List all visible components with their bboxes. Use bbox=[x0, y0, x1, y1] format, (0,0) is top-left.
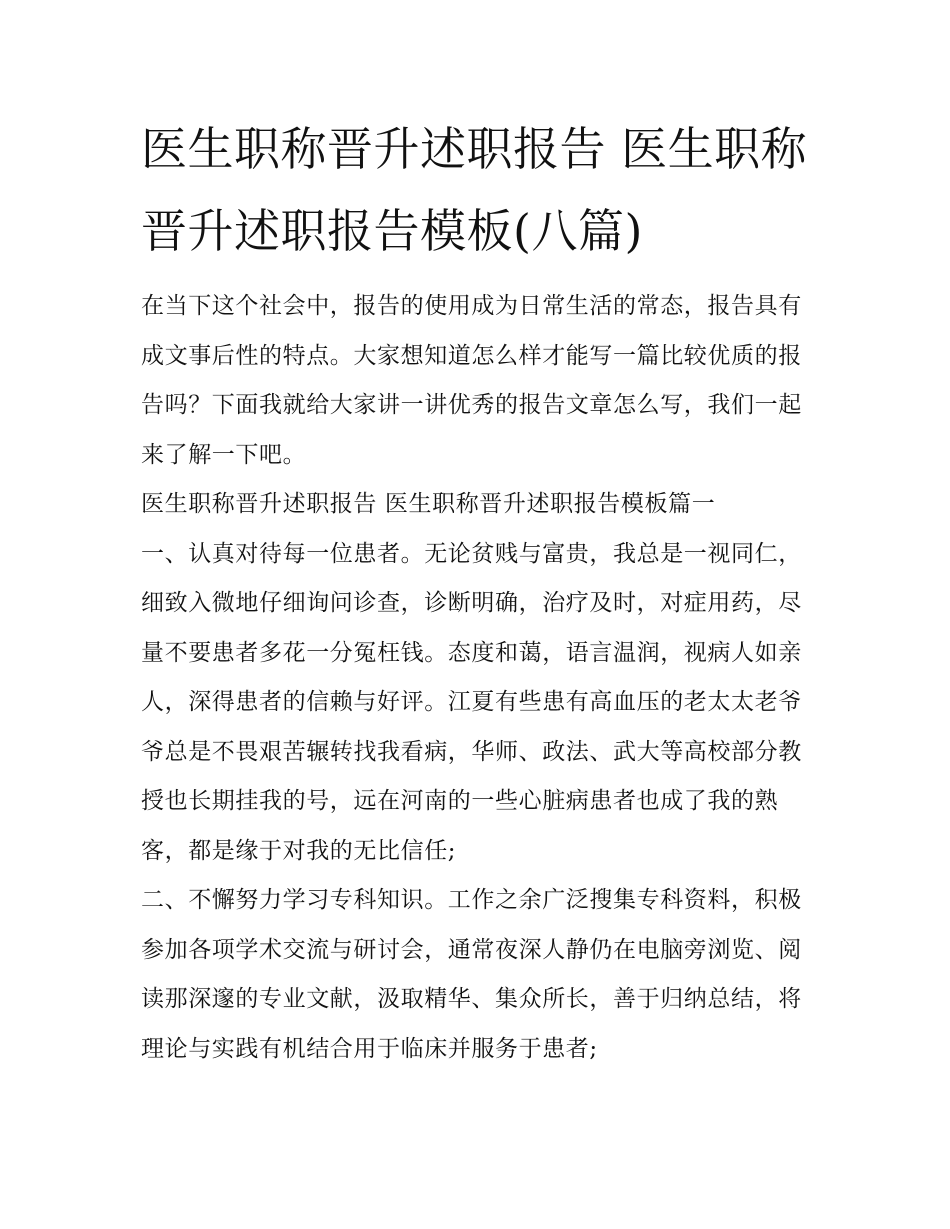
intro-paragraph: 在当下这个社会中，报告的使用成为日常生活的常态，报告具有成文事后性的特点。大家想知道怎么样才能写一篇比较优质的报告吗？下面我就给大家讲一讲优秀的报告文章怎么写，我们一起来了解一下吧。 bbox=[141, 293, 802, 468]
document-title: 医生职称晋升述职报告 医生职称晋升述职报告模板(八篇) bbox=[141, 122, 808, 258]
body-paragraph-1: 一、认真对待每一位患者。无论贫贱与富贵，我总是一视同仁，细致入微地仔细询问诊查，诊断明确，治疗及时，对症用药，尽量不要患者多花一分冤枉钱。态度和蔼，语言温润，视病人如亲人，深得患者的信赖与好评。江夏有些患有高血压的老太太老爷爷总是不畏艰苦辗转找我看病，华师、政法、武大等高校部分教授也长期挂我的号，远在河南的一些心脏病患者也成了我的熟客，都是缘于对我的无比信任; bbox=[141, 540, 802, 864]
body-paragraph-2: 二、不懈努力学习专科知识。工作之余广泛搜集专科资料，积极参加各项学术交流与研讨会，通常夜深人静仍在电脑旁浏览、阅读那深邃的专业文献，汲取精华、集众所长，善于归纳总结，将理论与实践有机结合用于临床并服务于患者; bbox=[141, 887, 802, 1062]
section-heading: 医生职称晋升述职报告 医生职称晋升述职报告模板篇一 bbox=[141, 491, 716, 517]
document-body bbox=[141, 108, 813, 1074]
